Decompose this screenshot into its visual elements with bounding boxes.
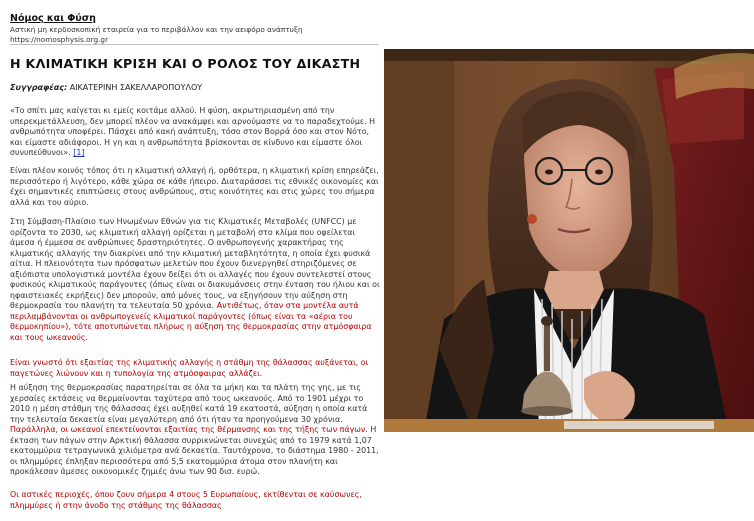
- article-title: Η ΚΛΙΜΑΤΙΚΗ ΚΡΙΣΗ ΚΑΙ Ο ΡΟΛΟΣ ΤΟΥ ΔΙΚΑΣΤΗ: [10, 56, 361, 71]
- portrait-photo: [384, 49, 754, 432]
- author-line: [10, 83, 382, 92]
- paragraph-2: [10, 217, 382, 343]
- footnote-link[interactable]: [1]: [73, 148, 85, 157]
- paragraph-1: Είναι πλέον κοινός τόπος ότι η κλιματική αλλαγή ή, ορθότερα, η κλιματική κρίση επηρεάζει, περισσότερο ή λιγότερο, κάθε χώρα σε κάθε ήπειρο. Διαταράσσει τις εθνικές οικονομίες και έχει σημαντικές επιπτώσεις στους ανθρώπους, στις κοινότητες και στις χώρες του σήμερα αλλά και του αύριο.: [10, 166, 379, 207]
- paragraph-2-text: Στη Σύμβαση-Πλαίσιο των Ηνωμένων Εθνών για τις Κλιματικές Μεταβολές (UNFCC) με ορίζοντα το 2030, ως κλιματική αλλαγή ορίζεται η μεταβολή στο κλίμα που οφείλεται άμεσα ή έμμεσα σε ανθρώπινες δραστηριότητες. Ο ανθρωπογενής χαρακτήρας της κλιματικής αλλαγής την διακρίνει από την κλιματική μεταβλητότητα, η οποία έχει φυσικά αίτια. Η πλειονότητα των πρόσφατων μελετών που έχουν διενεργηθεί στηριζόμενες σε αξιόπιστα υπολογιστικά μοντέλα έχουν δείξει ότι οι αλλαγές που έχουν συντελεστεί στους φυσικούς κλιματικούς παράγοντες (όπως είναι οι διακυμάνσεις στην ένταση του ήλιου και οι ηφαιστειακές εκρήξεις) δεν μπορούν, από μόνες τους, να εξηγήσουν την αύξηση στη θερμοκρασία του πλανήτη τα τελευταία 50 χρόνια.: [10, 217, 380, 310]
- paragraph-5-highlight: Οι αστικές περιοχές, όπου ζουν σήμερα 4 στους 5 Ευρωπαίους, εκτίθενται σε καύσωνες, πλημμύρες ή στην άνοδο της στάθμης της θάλασσας: [10, 490, 362, 510]
- site-tagline: Αστική μη κερδοσκοπική εταιρεία για το περιβάλλον και την αειφόρο ανάπτυξη: [10, 25, 303, 34]
- paragraph-3-highlight: Είναι γνωστό ότι εξαιτίας της κλιματικής αλλαγής η στάθμη της θάλασσας αυξάνεται, οι παγετώνες λιώνουν και η τυπολογία της ατμόσφαιρας αλλάζει.: [10, 358, 369, 378]
- paragraph-2-highlight: Αντιθέτως, όταν στα μοντέλα αυτά περιλαμβάνονται οι ανθρωπογενείς κλιματικοί παράγοντες (όπως είναι τα «αέρια του θερμοκηπίου»), τότε αποτυπώνεται πλήρως η αύξηση της θερμοκρασίας στην ατμόσφαιρα και τους ωκεανούς.: [10, 301, 372, 342]
- paragraph-4-text: Η αύξηση της θερμοκρασίας παρατηρείται σε όλα τα μήκη και τα πλάτη της γης, με τις χερσαίες εκτάσεις να θερμαίνονται ταχύτερα από τους ωκεανούς. Από το 1901 μέχρι το 2010 η μέση στάθμη της θάλασσας έχει αυξηθεί κατά 19 εκατοστά, αύξηση η οποία κατά την τελευταία δεκαετία είναι μεγαλύτερη από ότι ήταν τα προηγούμενα 30 χρόνια.: [10, 383, 368, 424]
- site-url[interactable]: https://nomosphysis.org.gr: [10, 35, 109, 44]
- author-name: ΑΙΚΑΤΕΡΙΝΗ ΣΑΚΕΛΛΑΡΟΠΟΥΛΟΥ: [69, 83, 203, 92]
- quote-text: «Το σπίτι μας καίγεται κι εμείς κοιτάμε αλλού. Η φύση, ακρωτηριασμένη από την υπερεκμετάλλευση, δεν μπορεί πλέον να ανακάμψει και αρνούμαστε να το παραδεχτούμε. Η ανθρωπότητα υποφέρει. Πάσχει από κακή ανάπτυξη, τόσο στον Βορρά όσο και στον Νότο, και είμαστε αδιάφοροι. Η γη και η ανθρωπότητα βρίσκονται σε κίνδυνο και είμαστε όλοι συνυπεύθυνοι».: [10, 106, 376, 157]
- site-header: [10, 13, 382, 45]
- paragraph-4: [10, 383, 382, 478]
- quote-paragraph: [10, 106, 382, 159]
- author-label: Συγγραφέας:: [10, 83, 68, 92]
- paragraph-4-highlight: Παράλληλα, οι ωκεανοί επεκτείνονται εξαιτίας της θέρμανσης και της τήξης των πάγων.: [10, 425, 368, 434]
- header-divider: [10, 44, 378, 45]
- site-name[interactable]: Νόμος και Φύση: [10, 13, 96, 24]
- paragraph-4-tail: Η έκταση των πάγων στην Αρκτική θάλασσα συρρικνώνεται συνεχώς από το 1979 κατά 1,07 εκατομμύρια τετραγωνικά χιλιόμετρα ανά δεκαετία. Ταυτόχρονα, το διάστημα 1980 - 2011, οι πλημμύρες έπληξαν περισσότερα από 5,5 εκατομμύρια άτομα στον πλανήτη και προκάλεσαν άμεσες οικονομικές ζημιές άνω των 90 δισ. ευρώ.: [10, 425, 379, 476]
- portrait-illustration: [384, 49, 754, 432]
